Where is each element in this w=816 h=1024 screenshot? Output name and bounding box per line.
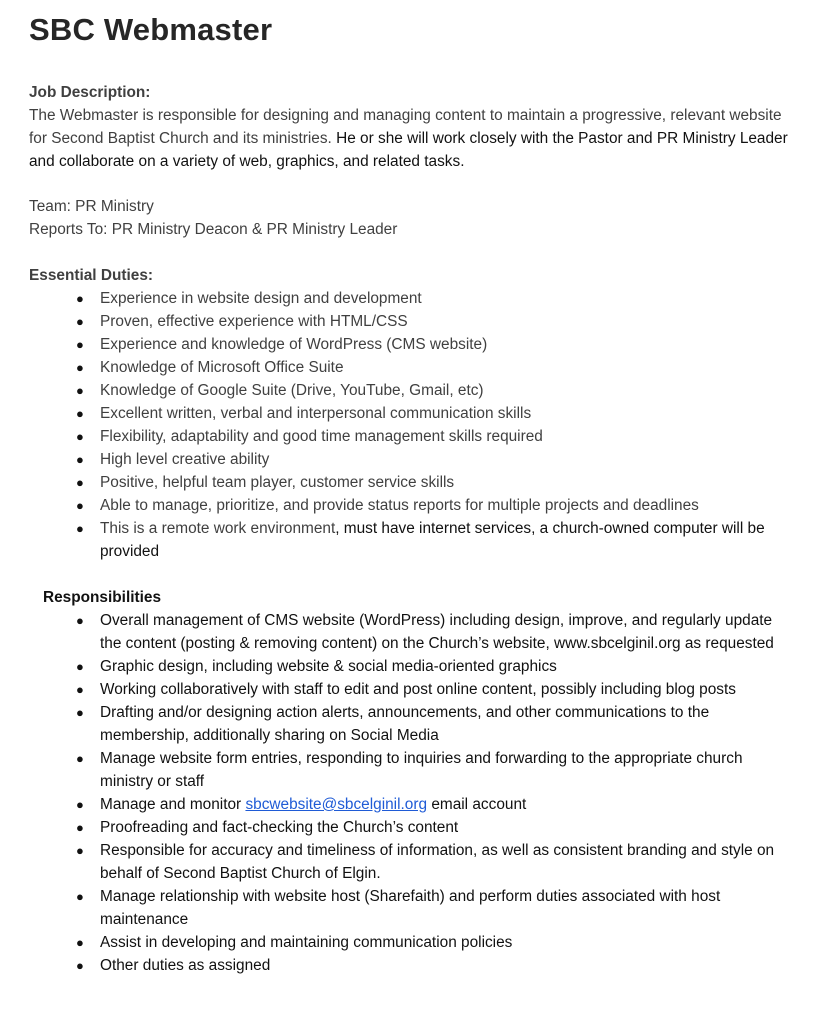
bullet-icon: ● [76,751,84,766]
list-item-text: Experience in website design and development [100,290,422,307]
job-description-text-part1: The Webmaster is responsible for designing and managing content to maintain a progressive, relevant website for Second Baptist Church and its ministries. [29,107,782,147]
reports-to-line: Reports To: PR Ministry Deacon & PR Ministry Leader [29,221,398,238]
list-item-text: Graphic design, including website & social media-oriented graphics [100,658,557,675]
bullet-icon: ● [76,889,84,904]
job-description-section [29,81,799,173]
list-item [29,793,791,816]
bullet-icon: ● [76,291,84,306]
list-item-text: Flexibility, adaptability and good time management skills required [100,428,543,445]
list-item-text: Knowledge of Microsoft Office Suite [100,359,344,376]
list-item-text: Proofreading and fact-checking the Church’s content [100,819,459,836]
essential-duties-heading: Essential Duties: [29,267,154,284]
list-item [29,379,789,402]
bullet-icon: ● [76,682,84,697]
list-item [29,448,789,471]
list-item [29,402,789,425]
bullet-icon: ● [76,797,84,812]
essential-duties-list [29,287,789,563]
bullet-icon: ● [76,429,84,444]
bullet-icon: ● [76,406,84,421]
list-item-text: Working collaboratively with staff to edit and post online content, possibly including blog posts [100,681,736,698]
list-item [29,655,791,678]
team-info [29,195,799,241]
list-item-text: Able to manage, prioritize, and provide status reports for multiple projects and deadlines [100,497,699,514]
list-item [29,494,789,517]
bullet-icon: ● [76,613,84,628]
bullet-icon: ● [76,475,84,490]
job-description-text [29,104,799,173]
list-item-text: Other duties as assigned [100,957,271,974]
job-description-text-part2: He or she will work closely with the Pastor and PR Ministry Leader and collaborate on a variety of web, graphics, and related tasks. [29,130,788,170]
list-item [29,356,789,379]
list-item [29,425,789,448]
list-item-text: Knowledge of Google Suite (Drive, YouTube, Gmail, etc) [100,382,484,399]
bullet-icon: ● [76,843,84,858]
bullet-icon: ● [76,498,84,513]
list-item-text: Overall management of CMS website (WordPress) including design, improve, and regularly update the content (posting & removing content) on the Church’s website, www.sbcelginil.org as requested [100,612,774,652]
bullet-icon: ● [76,360,84,375]
list-item-text: Manage and monitor [100,796,246,813]
bullet-icon: ● [76,820,84,835]
list-item [29,885,791,931]
page-title: SBC Webmaster [29,12,273,47]
bullet-icon: ● [76,383,84,398]
team-line: Team: PR Ministry [29,198,154,215]
list-item-text: email account [427,796,527,813]
list-item [29,839,791,885]
list-item [29,747,791,793]
list-item [29,678,791,701]
responsibilities-section [43,586,813,609]
list-item [29,931,791,954]
email-link[interactable]: sbcwebsite@sbcelginil.org [245,796,428,813]
list-item [29,287,789,310]
list-item-text: Drafting and/or designing action alerts, announcements, and other communications to the membership, additionally sharing on Social Media [100,704,710,744]
list-item [29,517,789,563]
list-item-text: Excellent written, verbal and interpersonal communication skills [100,405,532,422]
list-item [29,701,791,747]
bullet-icon: ● [76,935,84,950]
list-item-text: , must have internet services, a church-owned computer will be provided [100,520,765,560]
bullet-icon: ● [76,659,84,674]
list-item [29,471,789,494]
bullet-icon: ● [76,314,84,329]
list-item-text: Manage relationship with website host (Sharefaith) and perform duties associated with host maintenance [100,888,721,928]
bullet-icon: ● [76,337,84,352]
responsibilities-list [29,609,791,977]
essential-duties-section [29,264,799,287]
list-item [29,333,789,356]
job-description-heading: Job Description: [29,84,151,101]
list-item [29,816,791,839]
list-item-text: High level creative ability [100,451,270,468]
list-item-text: This is a remote work environment [100,520,336,537]
list-item [29,609,791,655]
bullet-icon: ● [76,452,84,467]
bullet-icon: ● [76,958,84,973]
bullet-icon: ● [76,705,84,720]
bullet-icon: ● [76,521,84,536]
list-item [29,310,789,333]
list-item-text: Manage website form entries, responding to inquiries and forwarding to the appropriate church ministry or staff [100,750,743,790]
list-item-text: Experience and knowledge of WordPress (CMS website) [100,336,488,353]
responsibilities-heading: Responsibilities [43,589,162,606]
list-item-text: Positive, helpful team player, customer service skills [100,474,455,491]
list-item [29,954,791,977]
list-item-text: Assist in developing and maintaining communication policies [100,934,513,951]
list-item-text: Responsible for accuracy and timeliness of information, as well as consistent branding and style on behalf of Second Baptist Church of Elgin. [100,842,775,882]
list-item-text: Proven, effective experience with HTML/CSS [100,313,408,330]
